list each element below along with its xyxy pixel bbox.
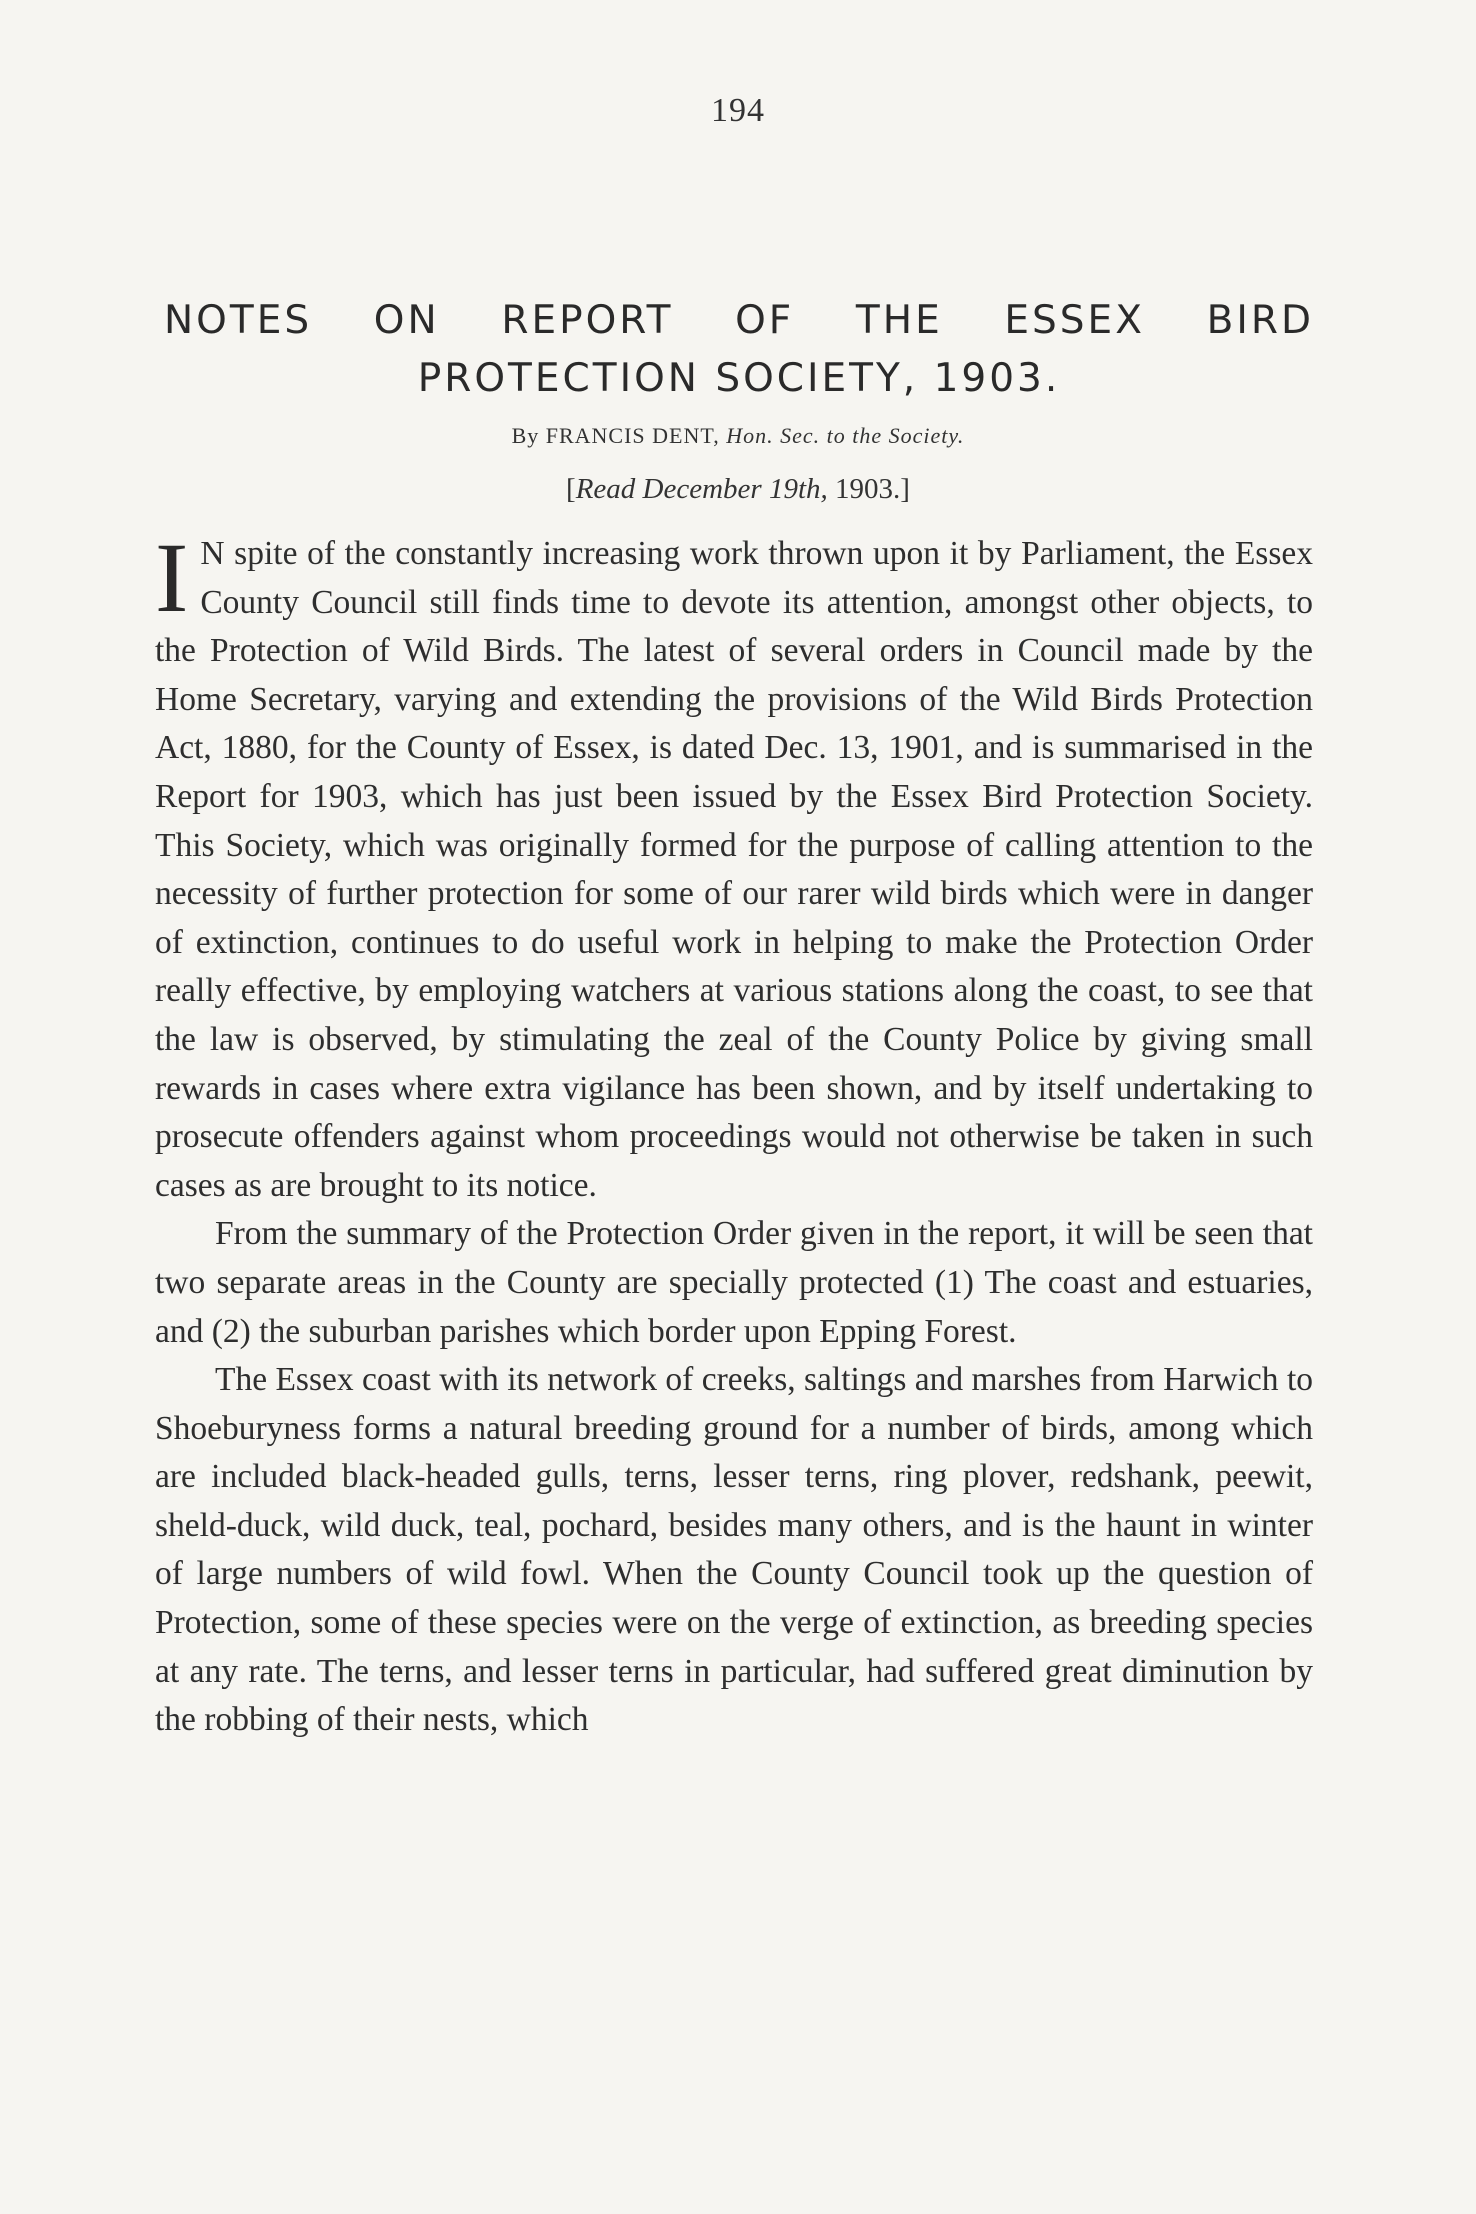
byline: [0, 423, 1476, 449]
article-title: [164, 292, 1314, 408]
drop-cap: I: [155, 522, 189, 633]
paragraph-1-text: N spite of the constantly increasing work thrown upon it by Parliament, the Essex County Council still finds time to devote its attention, amongst other objects, to the Protection of Wild Birds. The latest of several orders in Council made by the Home Secretary, varying and extending the provisions of the Wild Birds Protection Act, 1880, for the County of Essex, is dated Dec. 13, 1901, and is summarised in the Report for 1903, which has just been issued by the Essex Bird Protection Society. This Society, which was originally formed for the purpose of calling attention to the necessity of further protection for some of our rarer wild birds which were in danger of extinction, continues to do useful work in helping to make the Protection Order really effective, by employing watchers at various stations along the coast, to see that the law is observed, by stimulating the zeal of the County Police by giving small rewards in cases where extra vigilance has been shown, and by itself undertaking to prosecute offenders against whom proceedings would not otherwise be taken in such cases as are brought to its notice.: [155, 535, 1313, 1204]
paragraph-3: The Essex coast with its network of creeks, saltings and marshes from Harwich to Shoeburyness forms a natural breeding ground for a number of birds, among which are included black-headed gulls, terns, lesser terns, ring plover, redshank, peewit, sheld-duck, wild duck, teal, pochard, besides many others, and is the haunt in winter of large numbers of wild fowl. When the County Council took up the question of Protection, some of these species were on the verge of extinction, as breeding species at any rate. The terns, and lesser terns in particular, had suffered great diminution by the robbing of their nests, which: [155, 1361, 1313, 1739]
read-date-close: 1903.]: [827, 473, 910, 505]
read-date: [0, 473, 1476, 506]
read-date-italic: Read December 19th,: [575, 473, 828, 505]
read-date-open-bracket: [: [566, 473, 576, 505]
paragraph-2: From the summary of the Protection Order given in the report, it will be seen that two separate areas in the County are specially protected (1) The coast and estuaries, and (2) the suburban parishes which border upon Epping Forest.: [155, 1215, 1313, 1350]
article-body: [155, 522, 1313, 1745]
paragraph-1: [155, 522, 1313, 1210]
byline-role: Hon. Sec. to the Society.: [726, 423, 965, 448]
article-title-line-2: PROTECTION SOCIETY, 1903.: [417, 356, 1061, 401]
article-title-line-1: NOTES ON REPORT OF THE ESSEX BIRD: [164, 298, 1314, 343]
page-number: 194: [711, 92, 765, 129]
byline-author: By FRANCIS DENT,: [511, 423, 720, 448]
